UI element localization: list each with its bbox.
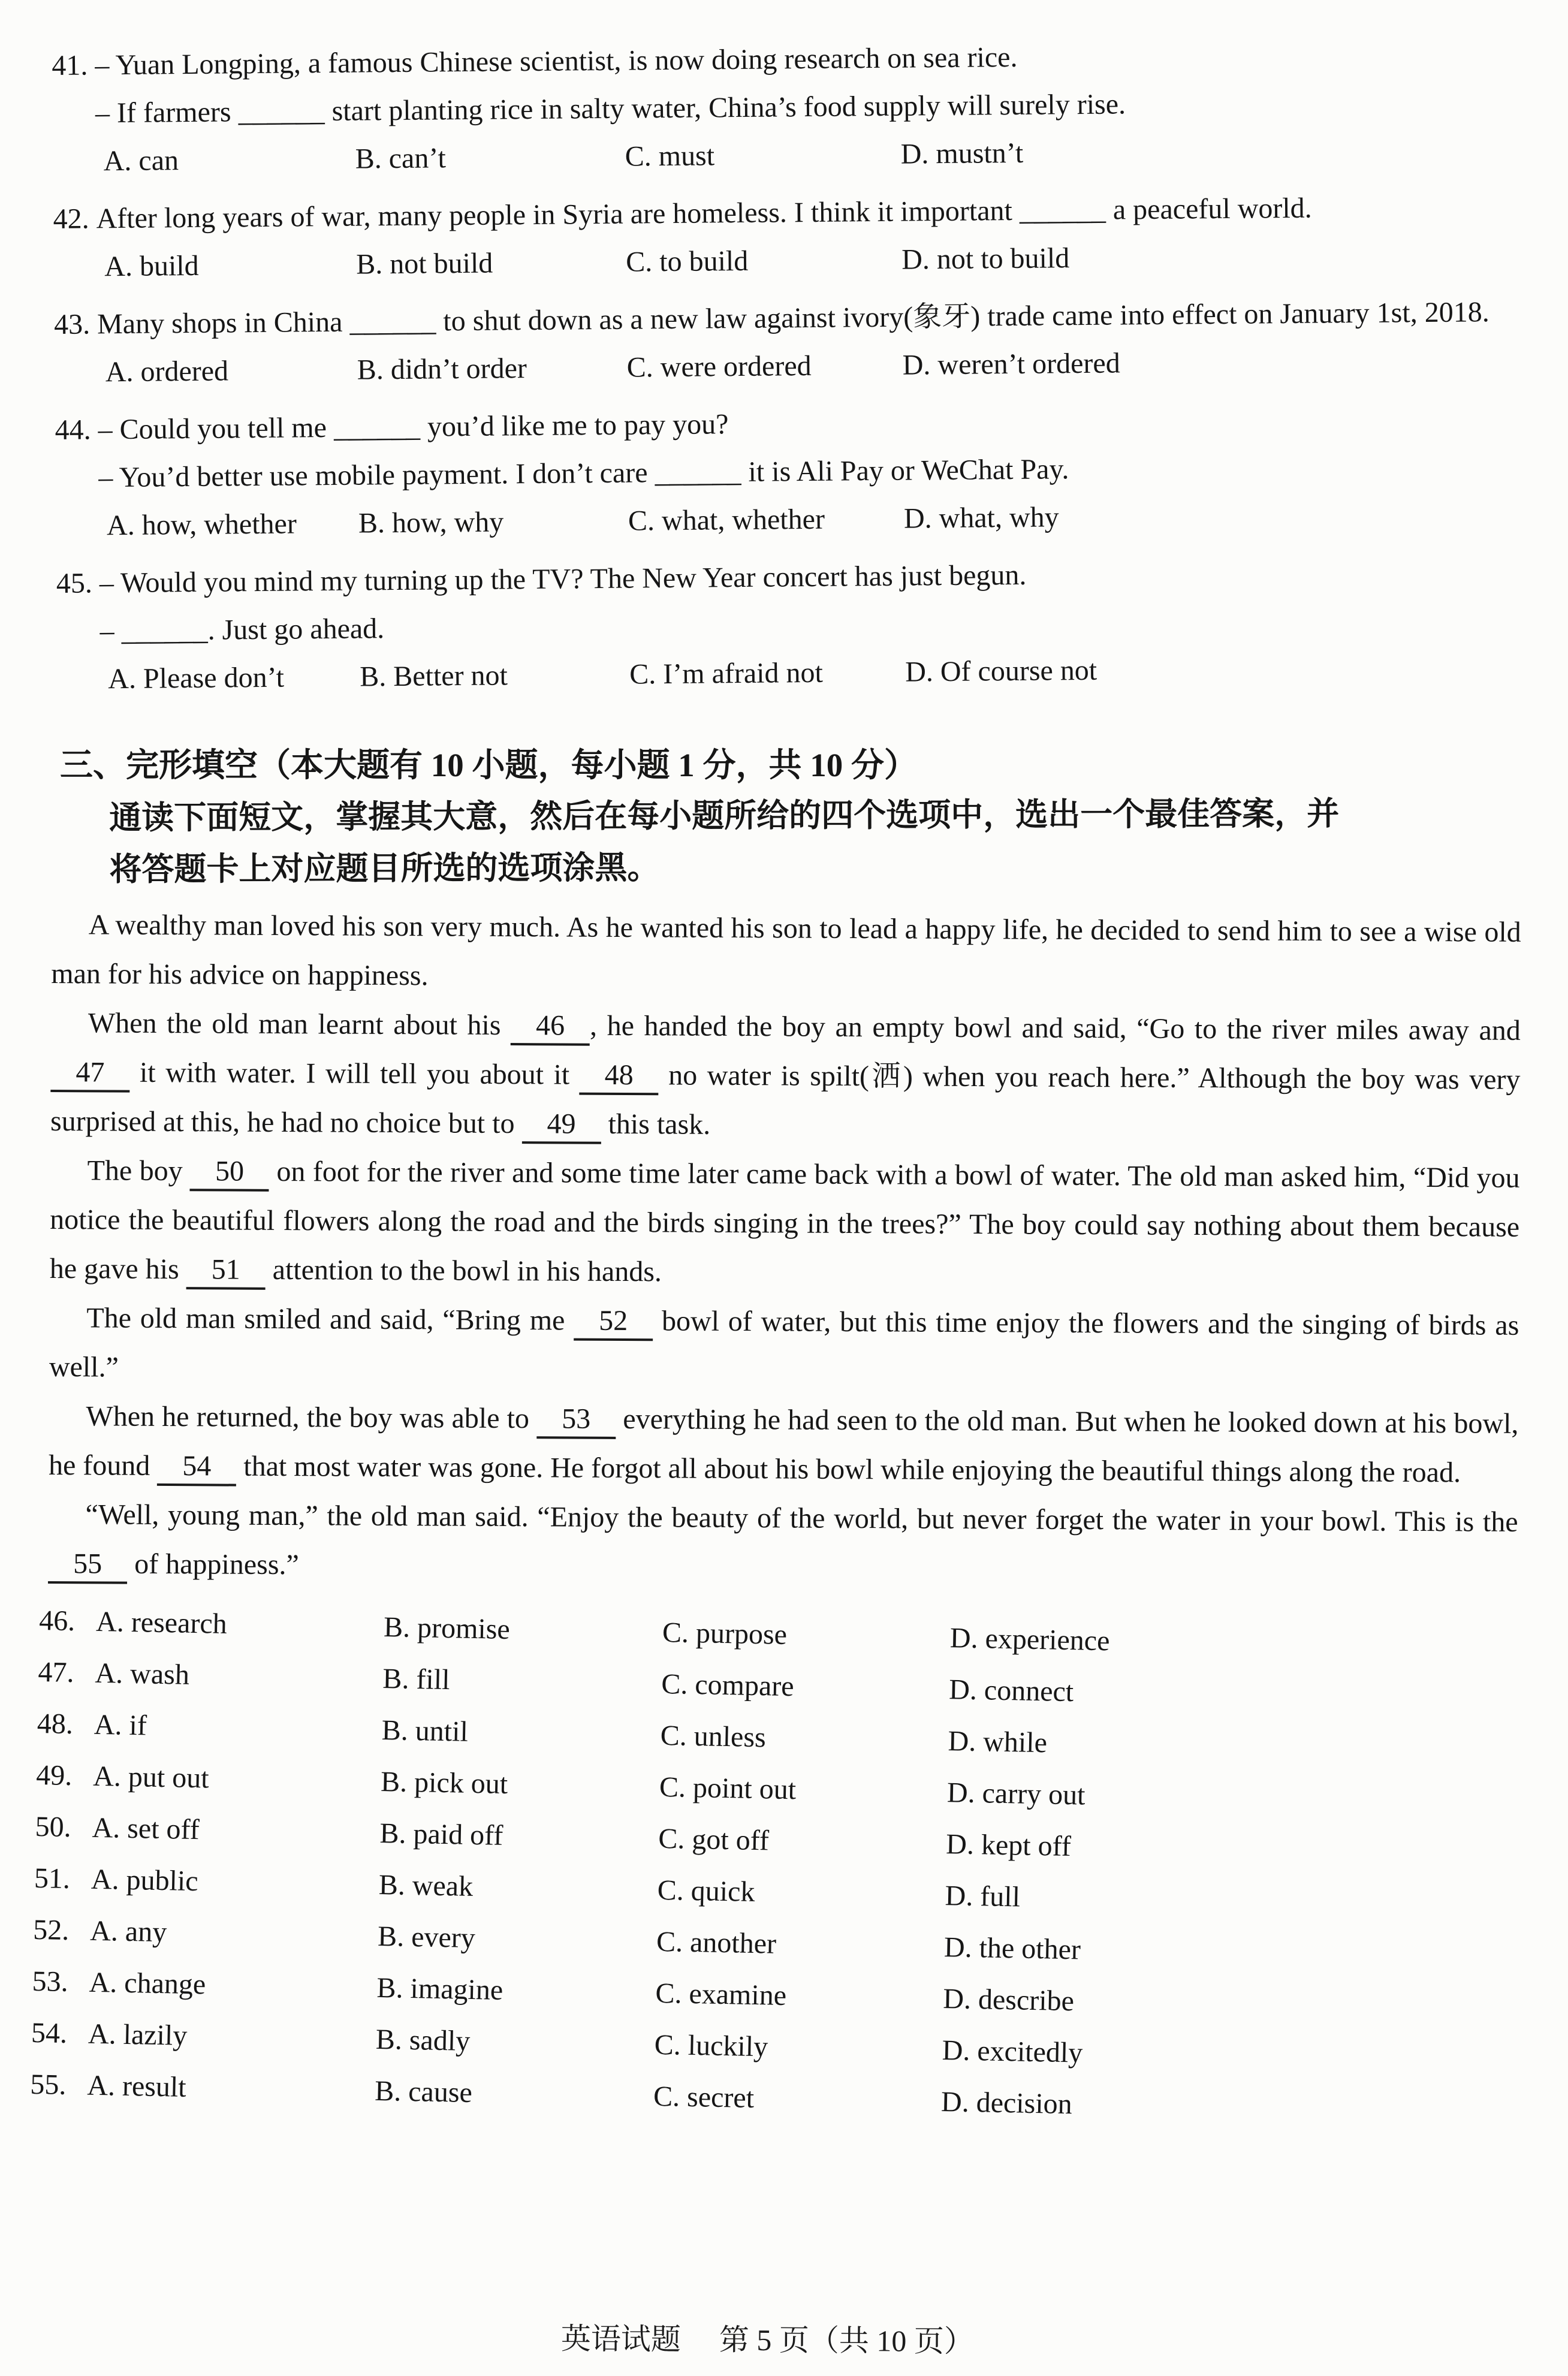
option: C. luckily	[654, 2028, 768, 2063]
option: C. unless	[660, 1719, 767, 1754]
cloze-blank-52: 52	[574, 1305, 653, 1341]
question-number: 50.	[35, 1810, 72, 1844]
option	[34, 1855, 379, 1909]
question-number	[55, 454, 99, 502]
passage-text: When he returned, the boy was able to	[86, 1400, 537, 1435]
option: C. compare	[661, 1668, 795, 1703]
cloze-blank-47: 47	[50, 1056, 129, 1093]
option: C. quick	[657, 1874, 755, 1908]
option: D. describe	[942, 1983, 1075, 2018]
question-number: 46.	[38, 1604, 76, 1638]
option: B. sadly	[375, 2023, 471, 2057]
option: B. until	[381, 1714, 469, 1748]
question-number: 55.	[29, 2068, 67, 2101]
passage-text: on foot for the river and some time later came back with a bowl of water. The old man asked him, “Did you notice the beautiful flowers along the road and the birds singing in the trees?” The boy could say nothing about them because he gave his	[49, 1155, 1520, 1286]
option: C. another	[656, 1925, 777, 1960]
option: D. weren’t ordered	[902, 347, 1120, 381]
question-number: 42.	[53, 203, 89, 235]
option: D. full	[945, 1880, 1021, 1913]
option-text: A. lazily	[88, 2018, 188, 2052]
cloze-blank-50: 50	[190, 1155, 269, 1192]
cloze-passage	[48, 900, 1521, 1596]
option: C. got off	[658, 1822, 770, 1857]
passage-paragraph	[50, 999, 1521, 1154]
question-text: – Would you mind my turning up the TV? The New Year concert has just begun.	[99, 559, 1027, 599]
cloze-section	[29, 738, 1521, 2121]
option: C. examine	[655, 1977, 787, 2012]
question-number	[56, 607, 100, 656]
option	[38, 1648, 383, 1703]
passage-text: , he handed the boy an empty bowl and said, “Go to the river miles away and	[589, 1009, 1521, 1047]
cloze-blank-53: 53	[536, 1403, 616, 1439]
option: D. what, why	[903, 501, 1059, 535]
option: B. not build	[356, 247, 493, 281]
passage-text: everything he had seen to the old man. But when he looked down at his bowl, he found	[48, 1403, 1519, 1482]
passage-text: attention to the bowl in his hands.	[265, 1253, 662, 1288]
page-footer	[561, 2315, 974, 2361]
passage-text: of happiness.”	[127, 1548, 299, 1581]
passage-paragraph	[48, 1490, 1518, 1596]
question-43	[54, 288, 1524, 397]
doc-title: 英语试题	[560, 2321, 682, 2356]
cloze-section-heading: 三、完形填空（本大题有 10 小题，每小题 1 分，共 10 分）	[60, 747, 918, 783]
question-number: 51.	[34, 1862, 71, 1895]
passage-text: bowl of water, but this time enjoy the flowers and the singing of birds as well.”	[49, 1305, 1519, 1383]
option: D. decision	[940, 2086, 1073, 2121]
cloze-blank-48: 48	[580, 1059, 659, 1096]
question-number: 43.	[53, 308, 91, 340]
cloze-blank-51: 51	[186, 1253, 266, 1290]
passage-text: that most water was gone. He forgot all about his bowl while enjoying the beautiful things along the road.	[236, 1450, 1461, 1489]
question-number: 52.	[32, 1913, 70, 1947]
option-text: A. research	[95, 1605, 228, 1641]
option: B. promise	[383, 1611, 511, 1646]
option: D. carry out	[946, 1777, 1086, 1811]
page-number: 第 5 页（共 10 页）	[719, 2323, 975, 2359]
cloze-instructions	[52, 787, 1522, 895]
option: D. while	[948, 1725, 1048, 1759]
question-44	[55, 394, 1525, 550]
passage-text: The boy	[87, 1154, 191, 1187]
question-text: – If farmers ______ start planting rice in salty water, China’s food supply will surely rise.	[95, 88, 1126, 129]
option: D. mustn’t	[900, 137, 1024, 170]
option-text: A. put out	[92, 1760, 210, 1795]
question-number: 41.	[52, 49, 88, 82]
option: C. purpose	[662, 1616, 788, 1651]
option: C. what, whether	[628, 503, 825, 537]
option: D. experience	[949, 1622, 1110, 1657]
option: A. build	[104, 249, 199, 283]
option: B. how, why	[358, 506, 504, 539]
option: A. can	[103, 144, 179, 177]
option: C. to build	[626, 245, 749, 278]
cloze-instruction-line: 将答题卡上对应题目所选的选项涂黑。	[109, 849, 660, 888]
option: A. Please don’t	[108, 661, 285, 695]
option-text: A. change	[89, 1966, 206, 2001]
option: D. the other	[943, 1931, 1081, 1966]
question-41	[52, 29, 1522, 186]
cloze-option-grid	[30, 1597, 1521, 2137]
option: C. point out	[659, 1771, 797, 1806]
single-choice-questions	[52, 29, 1527, 704]
question-text: After long years of war, many people in Syria are homeless. I think it important ______ a peaceful world.	[96, 192, 1312, 235]
question-45	[56, 547, 1527, 704]
option: D. excitedly	[942, 2034, 1083, 2069]
question-number: 54.	[31, 2016, 68, 2050]
passage-paragraph	[51, 900, 1521, 1006]
option: C. must	[625, 140, 715, 173]
option	[32, 1958, 377, 2012]
option: D. Of course not	[904, 654, 1097, 688]
option: D. connect	[948, 1674, 1074, 1708]
option: C. secret	[653, 2080, 755, 2115]
question-42	[53, 183, 1523, 291]
question-number: 45.	[56, 567, 93, 599]
cloze-blank-46: 46	[511, 1009, 590, 1046]
cloze-blank-55: 55	[48, 1548, 127, 1584]
passage-text: this task.	[601, 1108, 711, 1141]
option-text: A. public	[91, 1863, 199, 1898]
question-text: – Yuan Longping, a famous Chinese scientist, is now doing research on sea rice.	[95, 41, 1018, 82]
question-text: Many shops in China ______ to shut down as a new law against ivory(象牙) trade came into effect on January 1st, 2018.	[97, 296, 1489, 340]
question-number: 49.	[35, 1759, 73, 1792]
question-number: 47.	[38, 1656, 75, 1689]
option: A. ordered	[105, 355, 229, 388]
option: B. paid off	[379, 1817, 503, 1852]
option: B. weak	[378, 1868, 474, 1902]
passage-text: The old man smiled and said, “Bring me	[86, 1302, 574, 1337]
passage-paragraph	[49, 1392, 1519, 1498]
passage-paragraph	[50, 1146, 1520, 1301]
option-text: A. if	[94, 1708, 147, 1742]
option-text: A. wash	[95, 1657, 190, 1691]
option	[30, 2061, 375, 2115]
cloze-blank-49: 49	[521, 1108, 601, 1144]
option: B. can’t	[355, 142, 447, 175]
passage-text: “Well, young man,” the old man said. “Enjoy the beauty of the world, but never forget the water in your bowl. This is the	[85, 1498, 1518, 1538]
passage-text: it with water. I will tell you about it	[129, 1056, 580, 1091]
passage-paragraph	[49, 1293, 1519, 1400]
option: B. didn’t order	[357, 352, 527, 386]
question-number	[52, 89, 96, 138]
question-number: 44.	[55, 414, 91, 446]
question-number: 53.	[32, 1965, 69, 1998]
cloze-instruction-line: 通读下面短文，掌握其大意，然后在每小题所给的四个选项中，选出一个最佳答案，并	[109, 795, 1340, 836]
question-text: – Could you tell me ______ you’d like me to pay you?	[98, 408, 729, 446]
option	[35, 1803, 380, 1858]
option	[38, 1597, 384, 1651]
option: B. pick out	[380, 1765, 508, 1801]
option: D. not to build	[901, 242, 1070, 276]
option	[33, 1906, 378, 1961]
option: A. how, whether	[106, 508, 297, 542]
option: C. were ordered	[626, 349, 812, 384]
option-text: A. any	[89, 1914, 167, 1949]
option	[36, 1751, 381, 1806]
question-text: – ______. Just go ahead.	[99, 613, 385, 647]
passage-text: When the old man learnt about his	[88, 1007, 511, 1042]
option: B. every	[377, 1920, 476, 1955]
option	[31, 2009, 376, 2064]
option-text: A. result	[86, 2069, 187, 2103]
option: B. imagine	[376, 1971, 503, 2006]
cloze-blank-54: 54	[157, 1450, 236, 1486]
option: C. I’m afraid not	[629, 656, 824, 691]
passage-text: A wealthy man loved his son very much. As he wanted his son to lead a happy life, he decided to send him to see a wise old man for his advice on happiness.	[51, 909, 1521, 992]
option	[37, 1700, 382, 1754]
option: B. fill	[382, 1663, 450, 1696]
question-number: 48.	[37, 1707, 74, 1741]
question-text: – You’d better use mobile payment. I don’t care ______ it is Ali Pay or WeChat Pay.	[98, 453, 1069, 494]
passage-text: no water is spilt(洒) when you reach here.” Although the boy was very surprised at this, he had no choice but to	[50, 1059, 1521, 1140]
option-text: A. set off	[92, 1811, 200, 1846]
option: D. kept off	[945, 1828, 1072, 1863]
option: B. Better not	[360, 659, 508, 693]
option: B. cause	[374, 2075, 473, 2109]
